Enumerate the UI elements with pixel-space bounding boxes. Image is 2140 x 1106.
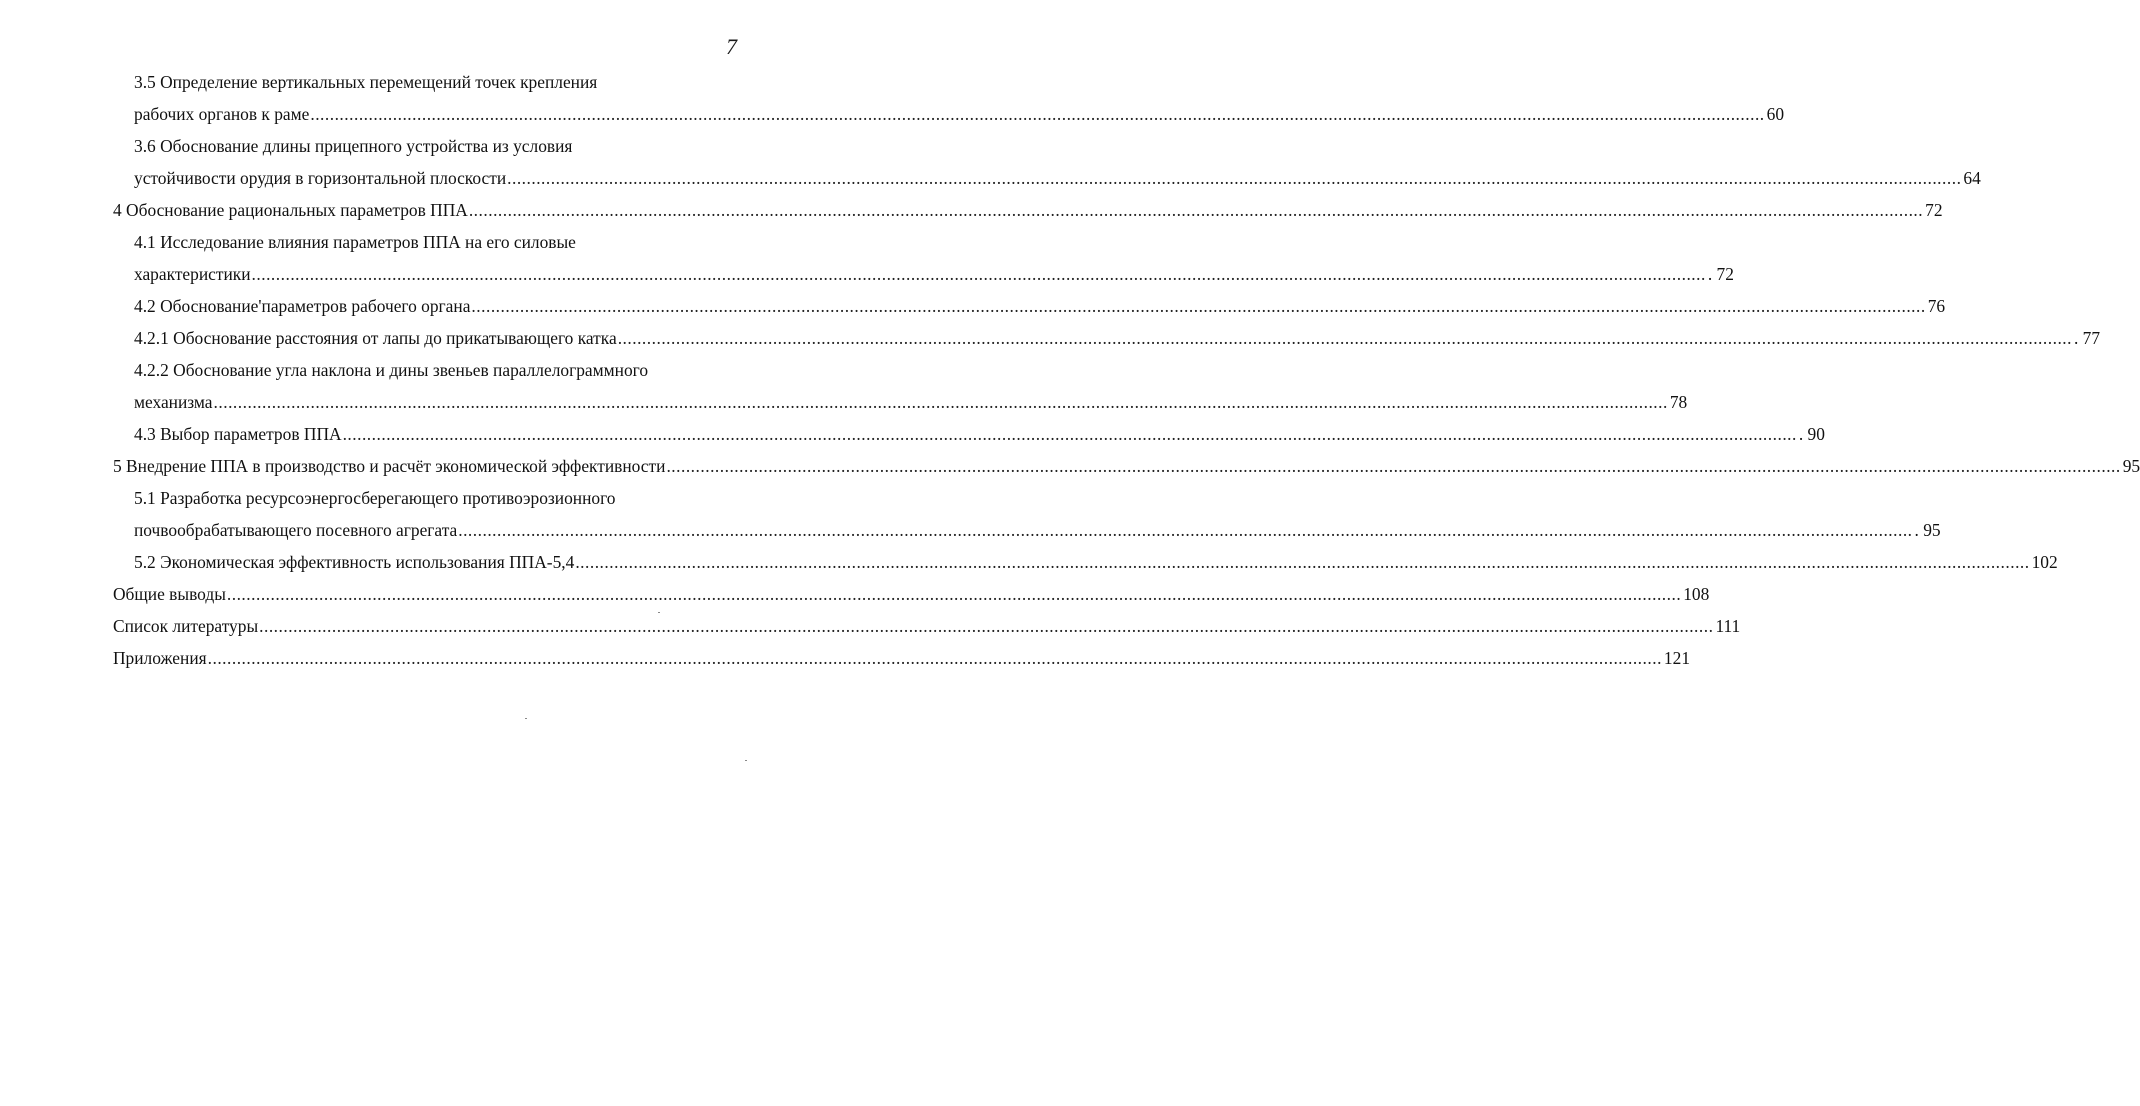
page-number: 7 (726, 34, 737, 59)
toc-entry-4-2 (134, 293, 1946, 319)
toc-entry-3-5 (134, 69, 597, 95)
toc-page-number: 76 (1927, 296, 1946, 316)
toc-page-number: 108 (1683, 584, 1710, 604)
toc-entry-text: 5.2 Экономическая эффективность использования ППА-5,4 (134, 552, 575, 572)
toc-entry-text: 3.6 Обоснование длины прицепного устройства из условия (134, 136, 573, 156)
toc-page-number: 95 (2122, 456, 2140, 476)
toc-entry-text: 4.1 Исследование влияния параметров ППА на его силовые (134, 232, 576, 252)
toc-entry-5-1-cont (134, 517, 1941, 543)
scan-speck (745, 760, 747, 761)
toc-entry-text: рабочих органов к раме (134, 104, 310, 124)
dot-leader: ............................................................................................................................................................................................................................................................................................................ (666, 456, 2121, 476)
toc-entry-appendices (113, 645, 1691, 671)
toc-page-number: 78 (1669, 392, 1688, 412)
dot-leader: ............................................................................................................................................................................................................................................................................................................ (310, 104, 1765, 124)
toc-entry-text: 4.3 Выбор параметров ППА (134, 424, 342, 444)
toc-entry-text: Приложения (113, 648, 207, 668)
toc-entry-text: 5 Внедрение ППА в производство и расчёт экономической эффективности (113, 456, 666, 476)
toc-entry-text: 4.2.2 Обоснование угла наклона и дины звеньев параллелограммного (134, 360, 649, 380)
toc-entry-text: 4 Обоснование рациональных параметров ППА (113, 200, 468, 220)
toc-page-number: . 90 (1798, 424, 1825, 444)
toc-entry-3-6 (134, 133, 572, 159)
toc-entry-text: почвообрабатывающего посевного агрегата (134, 520, 458, 540)
toc-entry-text: устойчивости орудия в горизонтальной плоскости (134, 168, 507, 188)
dot-leader: ............................................................................................................................................................................................................................................................................................................ (458, 520, 1913, 540)
dot-leader: ............................................................................................................................................................................................................................................................................................................ (468, 200, 1924, 220)
dot-leader: ............................................................................................................................................................................................................................................................................................................ (471, 296, 1926, 316)
toc-page-number: . 95 (1914, 520, 1941, 540)
toc-entry-5-2 (134, 549, 2058, 575)
toc-entry-text: Список литературы (113, 616, 259, 636)
dot-leader: ............................................................................................................................................................................................................................................................................................................ (342, 424, 1797, 444)
toc-entry-3-5-cont (134, 101, 1785, 127)
toc-page-number: 72 (1925, 200, 1943, 220)
toc-entry-conclusions (113, 581, 1710, 607)
toc-entry-4-1 (134, 229, 576, 255)
dot-leader: ............................................................................................................................................................................................................................................................................................................ (617, 328, 2072, 348)
dot-leader: ............................................................................................................................................................................................................................................................................................................ (207, 648, 1662, 668)
dot-leader: ............................................................................................................................................................................................................................................................................................................ (575, 552, 2030, 572)
toc-entry-4-1-cont (134, 261, 1734, 287)
toc-entry-references (113, 613, 1741, 639)
dot-leader: ............................................................................................................................................................................................................................................................................................................ (507, 168, 1962, 188)
toc-entry-4-2-2-cont (134, 389, 1688, 415)
toc-entry-5 (113, 453, 2140, 479)
toc-entry-4 (113, 197, 1943, 223)
dot-leader: ............................................................................................................................................................................................................................................................................................................ (259, 616, 1714, 636)
toc-page-number: . 77 (2073, 328, 2101, 348)
toc-page-number: 121 (1663, 648, 1691, 668)
toc-entry-text: характеристики (134, 264, 251, 284)
toc-page-number: 111 (1715, 616, 1741, 636)
scan-speck (658, 612, 660, 613)
toc-page-number: 64 (1963, 168, 1981, 188)
scan-speck (525, 718, 527, 719)
dot-leader: ............................................................................................................................................................................................................................................................................................................ (213, 392, 1668, 412)
toc-entry-text: Общие выводы (113, 584, 226, 604)
dot-leader: ............................................................................................................................................................................................................................................................................................................ (226, 584, 1682, 604)
toc-entry-text: 4.2 Обоснование'параметров рабочего органа (134, 296, 471, 316)
toc-entry-4-2-1 (134, 325, 2101, 351)
toc-page-number: 102 (2031, 552, 2058, 572)
toc-entry-text: 5.1 Разработка ресурсоэнергосберегающего противоэрозионного (134, 488, 616, 508)
toc-entry-4-3 (134, 421, 1825, 447)
toc-entry-4-2-2 (134, 357, 648, 383)
toc-entry-text: 3.5 Определение вертикальных перемещений точек крепления (134, 72, 598, 92)
toc-entry-text: механизма (134, 392, 213, 412)
toc-entry-3-6-cont (134, 165, 1981, 191)
toc-page-number: 60 (1766, 104, 1785, 124)
toc-page-number: . 72 (1707, 264, 1734, 284)
toc-entry-5-1 (134, 485, 615, 511)
toc-entry-text: 4.2.1 Обоснование расстояния от лапы до прикатывающего катка (134, 328, 617, 348)
dot-leader: ............................................................................................................................................................................................................................................................................................................ (251, 264, 1706, 284)
